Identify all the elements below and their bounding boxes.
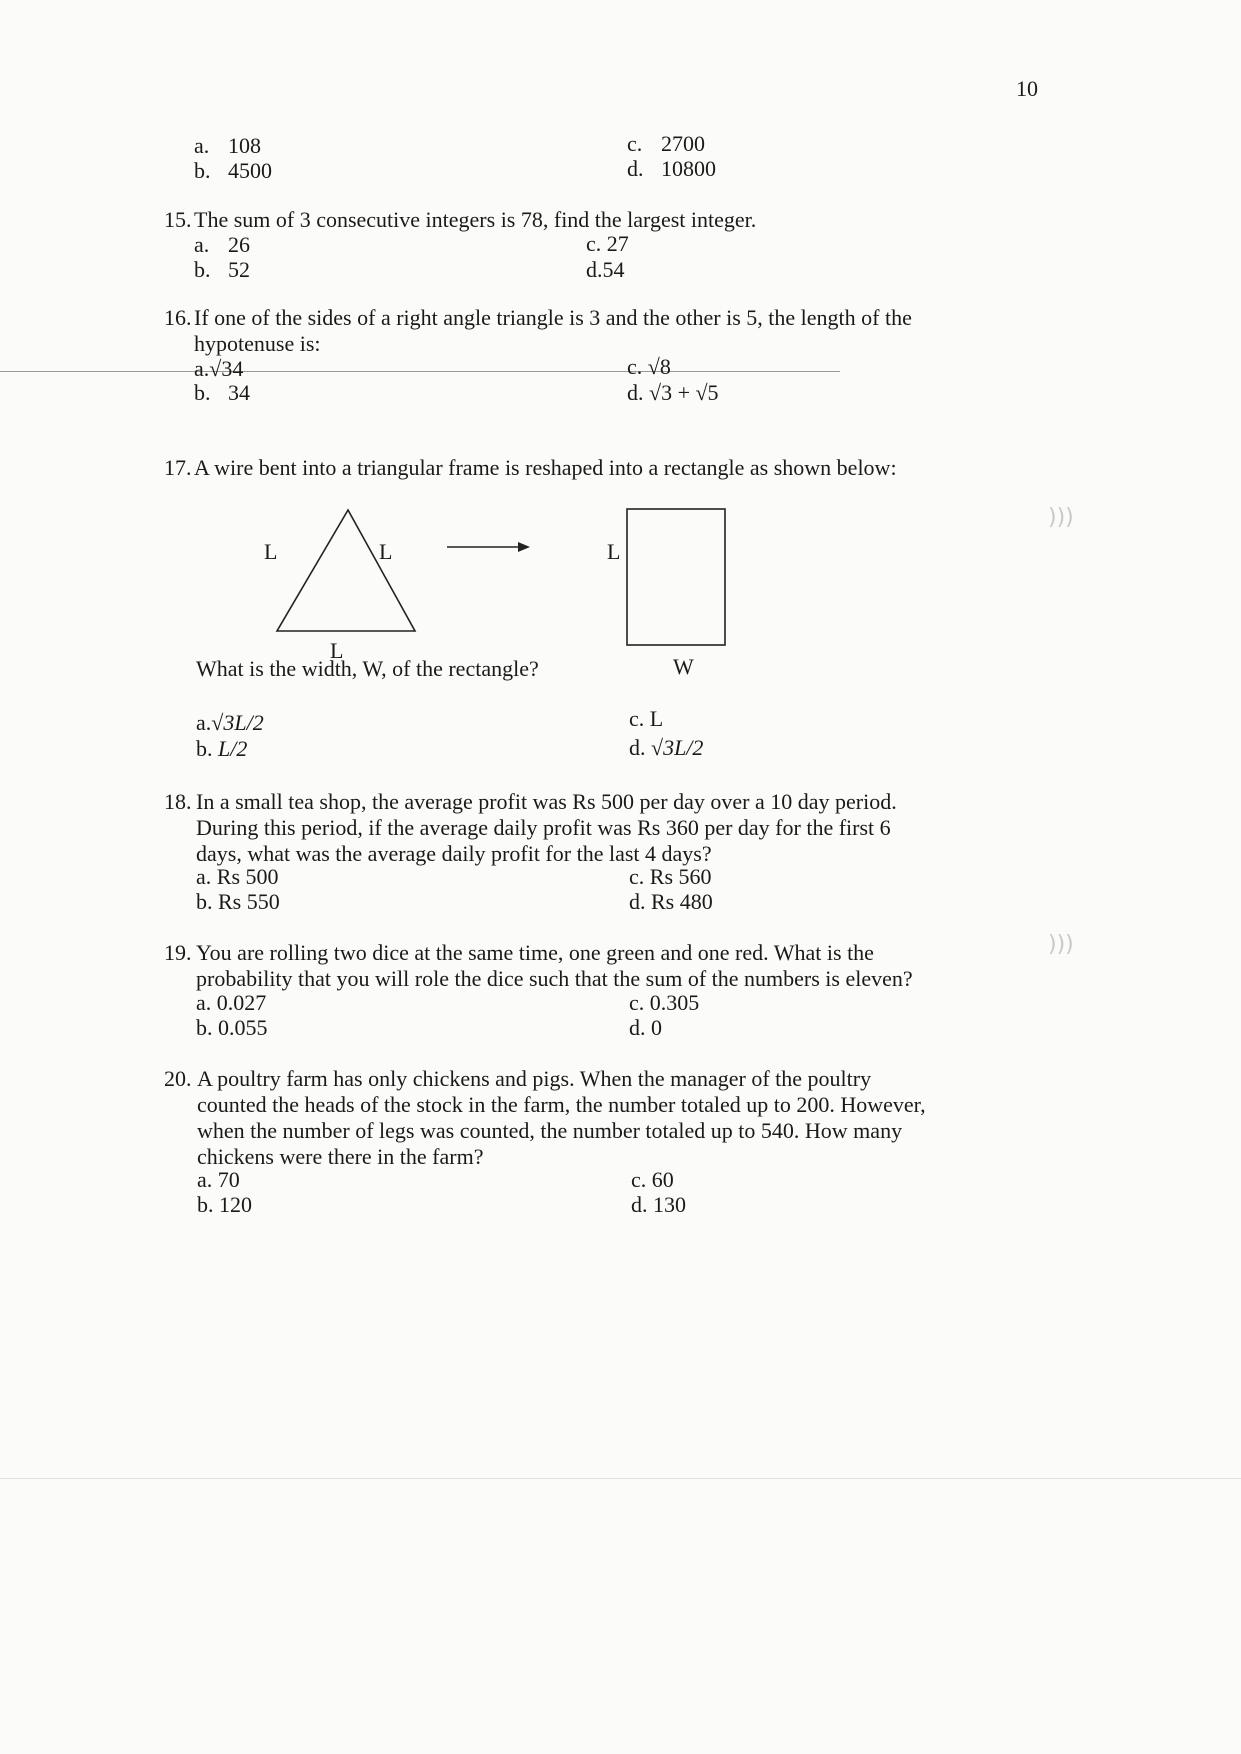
- scan-bottom-line: [0, 1478, 1241, 1479]
- q20-option-a: a. 70: [197, 1167, 240, 1192]
- rectangle-frame: [627, 509, 725, 645]
- q18-option-a: a. Rs 500: [196, 864, 279, 889]
- q19-text: You are rolling two dice at the same time, one green and one red. What is the probability that you will role the dice such that the sum of the numbers is eleven?: [196, 940, 913, 991]
- q20-number: 20.: [164, 1066, 192, 1091]
- q18-number: 18.: [164, 789, 192, 814]
- q17-option-a: a.√3L/2: [196, 710, 264, 735]
- q15-option-a: a. 26: [194, 232, 250, 257]
- q17-sub-question: What is the width, W, of the rectangle?: [196, 656, 539, 681]
- q14-option-d: d. 10800: [627, 156, 716, 181]
- q19-number: 19.: [164, 940, 192, 965]
- arrow-head-icon: [518, 542, 530, 552]
- q15-text: The sum of 3 consecutive integers is 78, find the largest integer.: [194, 207, 757, 232]
- q15-option-d: d.54: [586, 257, 625, 282]
- scan-hole-mark-icon: ))): [1048, 505, 1074, 530]
- q16-option-d: d. √3 + √5: [627, 380, 719, 405]
- q17-text: A wire bent into a triangular frame is reshaped into a rectangle as shown below:: [194, 455, 897, 480]
- q15-option-c: c. 27: [586, 231, 629, 256]
- q17-option-c: c. L: [629, 706, 664, 731]
- triangle-right-label: L: [379, 539, 393, 564]
- q16-number: 16.: [164, 305, 192, 330]
- q19-option-d: d. 0: [629, 1015, 662, 1040]
- q15-number: 15.: [164, 207, 192, 232]
- q14-option-c: c. 2700: [627, 131, 705, 156]
- scan-hole-mark-icon: ))): [1048, 932, 1074, 957]
- q18-option-d: d. Rs 480: [629, 889, 713, 914]
- q20-option-d: d. 130: [631, 1192, 686, 1217]
- q14-option-a: a. 108: [194, 133, 261, 158]
- q19-option-a: a. 0.027: [196, 990, 267, 1015]
- q18-text: In a small tea shop, the average profit was Rs 500 per day over a 10 day period. During this period, if the average daily profit was Rs 360 per day for the first 6 days, what was the average daily profit for the last 4 days?: [196, 789, 897, 866]
- triangle-left-label: L: [264, 539, 278, 564]
- q20-option-c: c. 60: [631, 1167, 674, 1192]
- scan-artifact-line: [0, 371, 840, 372]
- q20-text: A poultry farm has only chickens and pigs. When the manager of the poultry counted the heads of the stock in the farm, the number totaled up to 200. However, when the number of legs was counted, the number totaled up to 540. How many chickens were there in the farm?: [197, 1066, 926, 1169]
- q16-option-a: a.√34: [194, 356, 244, 381]
- triangle-frame: [277, 510, 415, 631]
- rectangle-width-label: W: [673, 654, 694, 679]
- q17-option-d: d. √3L/2: [629, 735, 704, 760]
- q18-option-b: b. Rs 550: [196, 889, 280, 914]
- q17-option-b: b. L/2: [196, 736, 248, 761]
- q16-option-c: c. √8: [627, 354, 671, 379]
- q20-option-b: b. 120: [197, 1192, 252, 1217]
- q19-option-c: c. 0.305: [629, 990, 700, 1015]
- q14-option-b: b. 4500: [194, 158, 272, 183]
- q18-option-c: c. Rs 560: [629, 864, 712, 889]
- rectangle-height-label: L: [607, 539, 621, 564]
- q17-number: 17.: [164, 455, 192, 480]
- page-number: 10: [1016, 76, 1038, 101]
- triangle-base-label: L: [330, 638, 344, 663]
- q16-text: If one of the sides of a right angle triangle is 3 and the other is 5, the length of the hypotenuse is:: [194, 305, 912, 356]
- q19-option-b: b. 0.055: [196, 1015, 268, 1040]
- q15-option-b: b. 52: [194, 257, 250, 282]
- q16-option-b: b. 34: [194, 380, 250, 405]
